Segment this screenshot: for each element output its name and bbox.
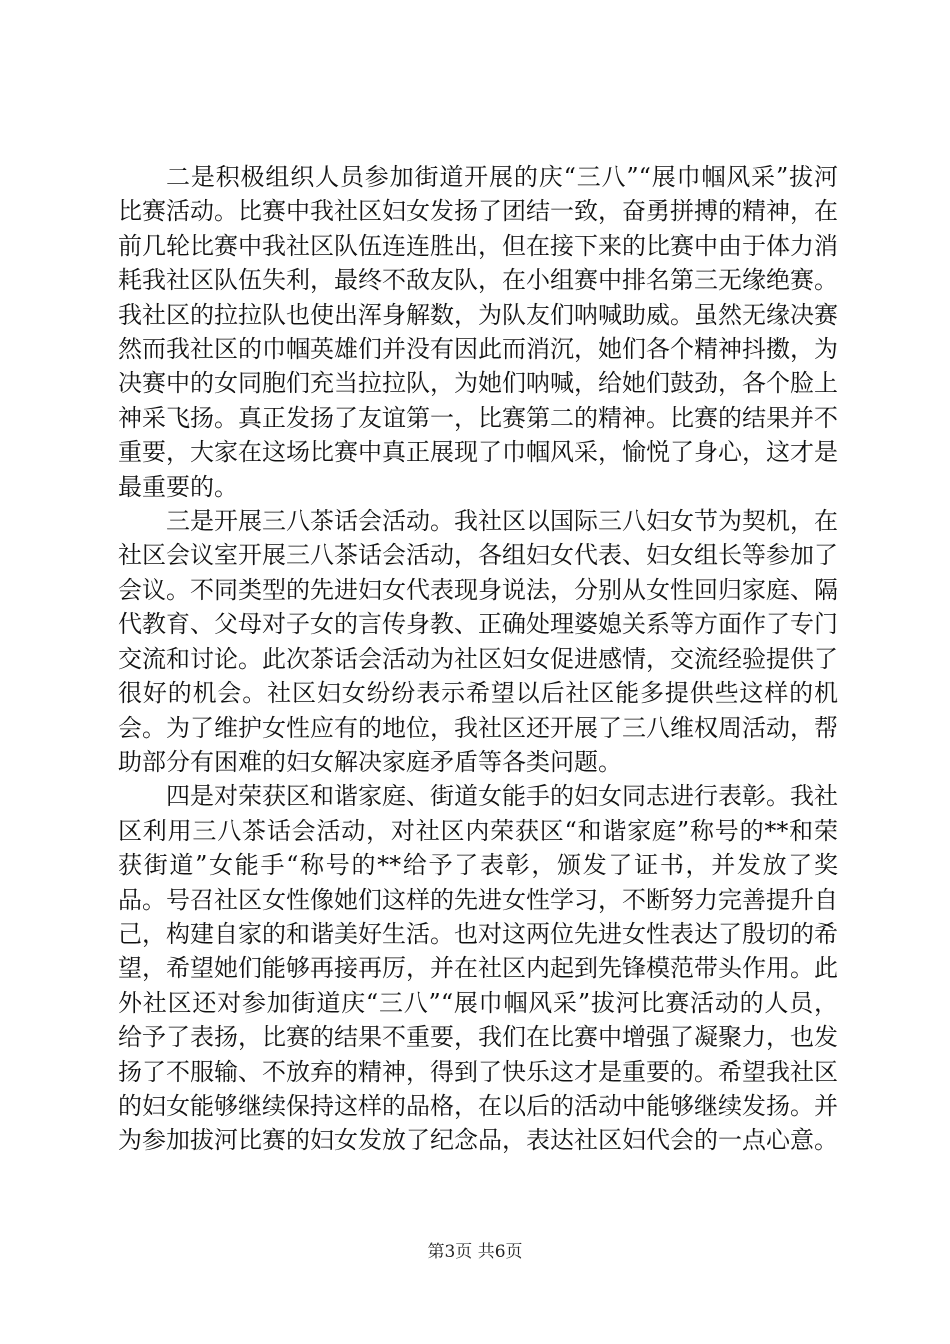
document-body xyxy=(118,160,838,1158)
paragraph-tug-of-war: 二是积极组织人员参加街道开展的庆“三八”“展巾帼风采”拔河比赛活动。比赛中我社区妇女发扬了团结一致，奋勇拼搏的精神，在前几轮比赛中我社区队伍连连胜出，但在接下来的比赛中由于体力消耗我社区队伍失利，最终不敌友队，在小组赛中排名第三无缘绝赛。我社区的拉拉队也使出浑身解数，为队友们呐喊助威。虽然无缘决赛然而我社区的巾帼英雄们并没有因此而消沉，她们各个精神抖擞，为决赛中的女同胞们充当拉拉队，为她们呐喊，给她们鼓劲，各个脸上神采飞扬。真正发扬了友谊第一，比赛第二的精神。比赛的结果并不重要，大家在这场比赛中真正展现了巾帼风采，愉悦了身心，这才是最重要的。 xyxy=(118,163,838,501)
page-number-footer: 第3页 共6页 xyxy=(427,1242,523,1262)
paragraph-commendation: 四是对荣获区和谐家庭、街道女能手的妇女同志进行表彰。我社区利用三八茶话会活动，对社区内荣获区“和谐家庭”称号的**和荣获街道”女能手“称号的**给予了表彰，颁发了证书，并发放了奖品。号召社区女性像她们这样的先进女性学习，不断努力完善提升自己，构建自家的和谐美好生活。也对这两位先进女性表达了殷切的希望，希望她们能够再接再厉，并在社区内起到先锋模范带头作用。此外社区还对参加街道庆“三八”“展巾帼风采”拔河比赛活动的人员，给予了表扬，比赛的结果不重要，我们在比赛中增强了凝聚力，也发扬了不服输、不放弃的精神，得到了快乐这才是重要的。希望我社区的妇女能够继续保持这样的品格，在以后的活动中能够继续发扬。并为参加拔河比赛的妇女发放了纪念品，表达社区妇代会的一点心意。 xyxy=(118,782,838,1155)
paragraph-tea-party: 三是开展三八茶话会活动。我社区以国际三八妇女节为契机，在社区会议室开展三八茶话会活动，各组妇女代表、妇女组长等参加了会议。不同类型的先进妇女代表现身说法，分别从女性回归家庭、隔代教育、父母对子女的言传身教、正确处理婆媳关系等方面作了专门交流和讨论。此次茶话会活动为社区妇女促进感情，交流经验提供了很好的机会。社区妇女纷纷表示希望以后社区能多提供些这样的机会。为了维护女性应有的地位，我社区还开展了三八维权周活动，帮助部分有困难的妇女解决家庭矛盾等各类问题。 xyxy=(118,507,838,776)
